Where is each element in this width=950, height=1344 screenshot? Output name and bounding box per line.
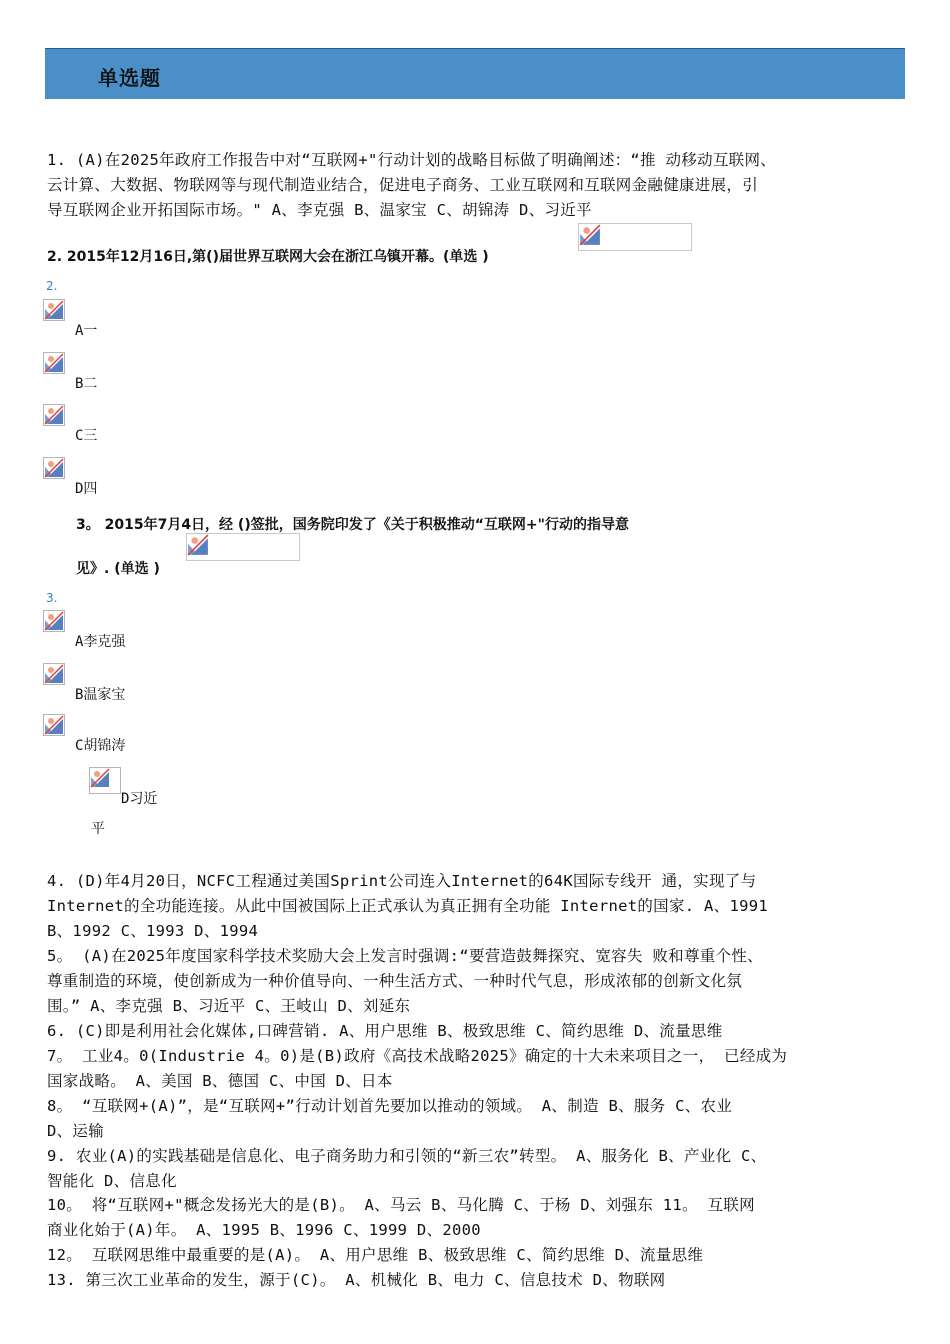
option-label: B温家宝 [75,687,126,703]
body-line: 10。 将“互联网+"概念发扬光大的是(B)。 A、马云 B、马化腾 C、于杨 D、刘强东 11。 互联网 [47,1196,755,1214]
body-line: 商业化始于(A)年。 A、1995 B、1996 C、1999 D、2000 [47,1221,481,1239]
option-label: A一 [75,323,98,339]
option-label: C胡锦涛 [75,738,126,754]
body-line: 9. 农业(A)的实践基础是信息化、电子商务助力和引领的“新三农”转型。 A、服务化 B、产业化 C、 [47,1147,767,1165]
question-1-line-2: 云计算、大数据、物联网等与现代制造业结合，促进电子商务、工业互联网和互联网金融健康进展，引 [47,176,759,194]
radio-image-icon[interactable] [43,457,65,479]
option-label: B二 [75,376,98,392]
question-2-number: 2. [46,279,58,293]
radio-image-icon[interactable] [43,299,65,321]
option-label: C三 [75,428,98,444]
body-line: 智能化 D、信息化 [47,1172,177,1190]
question-3-line-2: 见》. (单选 ) [76,561,160,577]
broken-image-icon [579,224,601,246]
body-line: 12。 互联网思维中最重要的是(A)。 A、用户思维 B、极致思维 C、简约思维 D、流量思维 [47,1246,704,1264]
question-2-text: 2. 2015年12月16日,第()届世界互联网大会在浙江乌镇开幕。(单选 ) [47,249,489,265]
option-label: D习近 [121,791,158,807]
question-3-line-1: 3。 2015年7月4日，经 ()签批，国务院印发了《关于积极推动“互联网+"行动的指导意 [76,517,629,533]
answer-field[interactable] [186,533,300,561]
option-label: A李克强 [75,634,126,650]
body-line: 13. 第三次工业革命的发生，源于(C)。 A、机械化 B、电力 C、信息技术 D、物联网 [47,1271,666,1289]
question-3-number: 3. [46,591,58,605]
body-line: 国家战略。 A、美国 B、德国 C、中国 D、日本 [47,1072,393,1090]
body-line: 6. (C)即是利用社会化媒体,口碑营销. A、用户思维 B、极致思维 C、简约思维 D、流量思维 [47,1022,723,1040]
body-line: 5。 (A)在2025年度国家科学技术奖励大会上发言时强调:“要营造鼓舞探究、宽容失 败和尊重个性、 [47,947,763,965]
body-line: Internet的全功能连接。从此中国被国际上正式承认为真正拥有全功能 Internet的国家. A、1991 [47,897,768,915]
body-line: 4. (D)年4月20日，NCFC工程通过美国Sprint公司连入Internet的64K国际专线开 通，实现了与 [47,872,757,890]
body-line: 尊重制造的环境，使创新成为一种价值导向、一种生活方式、一种时代气息，形成浓郁的创新文化氛 [47,972,743,990]
section-title: 单选题 [98,66,161,90]
option-label: D四 [75,481,98,497]
radio-image-icon[interactable] [43,663,65,685]
body-line: 7。 工业4。0(Industrie 4。0)是(B)政府《高技术战略2025》确定的十大未来项目之一， 已经成为 [47,1047,788,1065]
radio-image-icon[interactable] [43,714,65,736]
question-1-line-1: 1. (A)在2025年政府工作报告中对“互联网+"行动计划的战略目标做了明确阐述：“推 动移动互联网、 [47,151,777,169]
body-line: D、运输 [47,1122,105,1140]
answer-field[interactable] [578,223,692,251]
question-1-line-3: 导互联网企业开拓国际市场。" A、李克强 B、温家宝 C、胡锦涛 D、习近平 [47,201,592,219]
section-header [45,48,905,99]
broken-image-icon [187,534,209,556]
radio-image-icon[interactable] [89,767,121,794]
option-label-continuation: 平 [91,821,105,837]
body-line: B、1992 C、1993 D、1994 [47,922,259,940]
radio-image-icon[interactable] [43,404,65,426]
body-line: 8。 “互联网+(A)”，是“互联网+”行动计划首先要加以推动的领域。 A、制造 B、服务 C、农业 [47,1097,733,1115]
radio-image-icon[interactable] [43,610,65,632]
body-line: 围。” A、李克强 B、习近平 C、王岐山 D、刘延东 [47,997,411,1015]
radio-image-icon[interactable] [43,352,65,374]
